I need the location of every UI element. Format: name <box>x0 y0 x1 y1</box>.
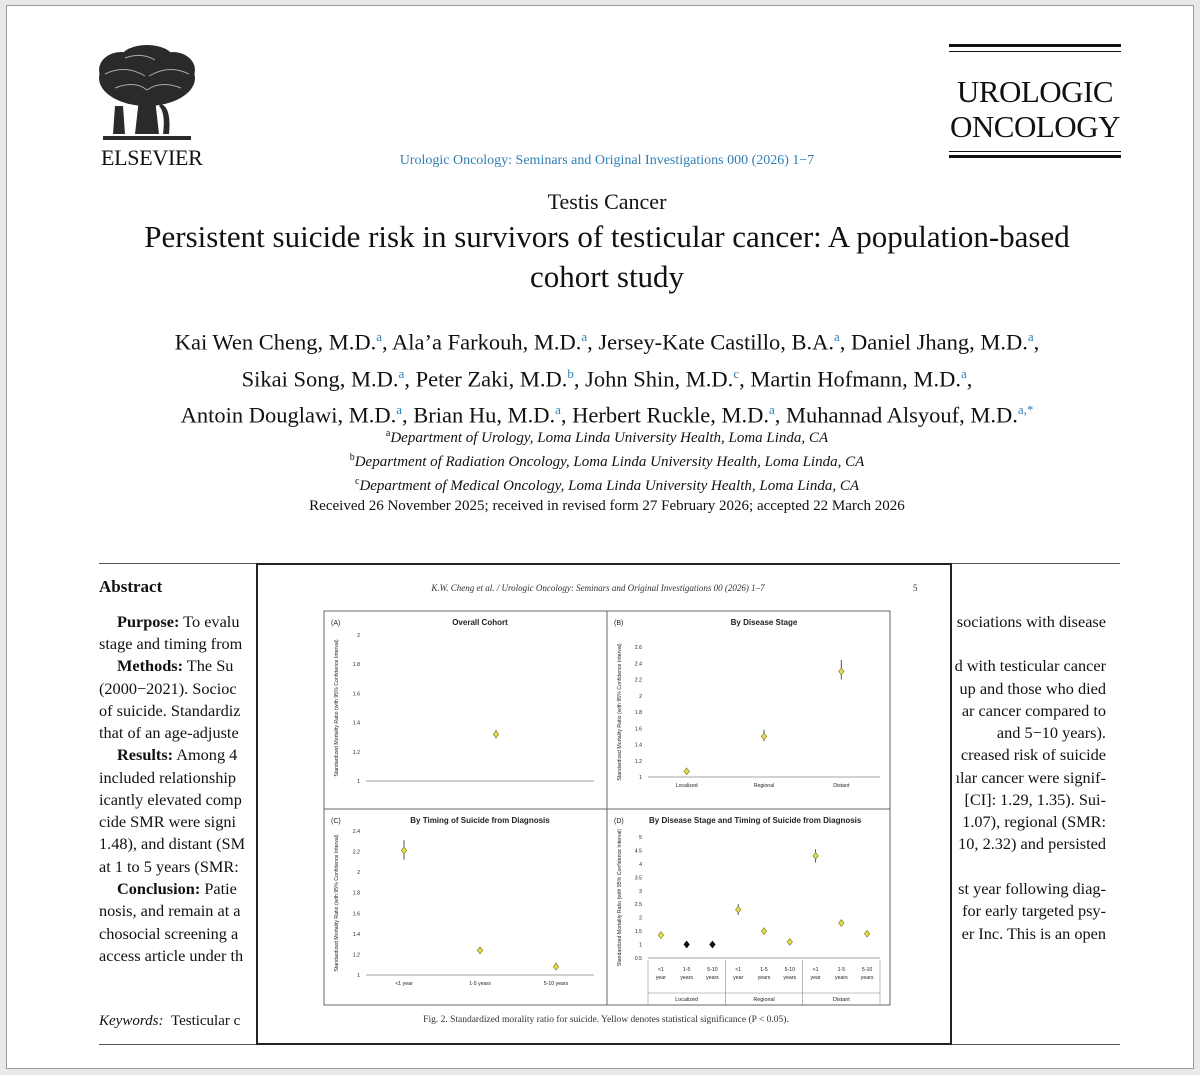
chart-y-tick-label: 4.5 <box>634 848 642 855</box>
abstract-text: stage and timing from <box>99 634 243 653</box>
chart-x-tick-label: Distant <box>833 783 850 789</box>
author-name: Brian Hu, M.D. <box>413 402 556 428</box>
chart-y-tick-label: 2 <box>639 693 642 700</box>
affiliation-list <box>107 424 1107 496</box>
chart-x-tick-label-unit: year <box>733 975 744 981</box>
author-separator: , <box>966 366 973 391</box>
chart-x-tick-label: 1-5 <box>760 967 768 973</box>
chart-y-tick-label: 1.4 <box>352 931 360 938</box>
chart-x-tick-label-unit: years <box>834 975 848 981</box>
chart-y-tick-label: 4 <box>639 861 642 868</box>
abstract-text: included relationship <box>99 768 236 787</box>
author-name: Ala’a Farkouh, M.D. <box>392 329 582 355</box>
keywords-label: Keywords: <box>99 1013 164 1029</box>
author-separator: , <box>587 329 599 355</box>
keywords-line <box>99 1013 240 1030</box>
masthead-rule-bottom <box>949 155 1121 158</box>
chart-y-tick-label: 2.6 <box>634 645 642 651</box>
abstract-line-right: and 5−10 years). <box>996 723 1106 742</box>
chart-y-tick-label: 1 <box>357 779 360 785</box>
abstract-line-left <box>99 700 241 722</box>
abstract-line-right: for early targeted psy- <box>962 901 1106 920</box>
chart-y-tick-label: 1.8 <box>634 710 642 716</box>
chart-y-tick-label: 1.4 <box>634 742 642 749</box>
abstract-line-right: up and those who died <box>959 679 1106 698</box>
chart-y-axis-label: Standardized Mortality Ratio (with 95% Confidence Interval) <box>617 828 623 967</box>
abstract-section-label: Results: <box>117 745 174 764</box>
chart-title: By Disease Stage and Timing of Suicide from Diagnosis <box>649 816 862 825</box>
abstract-line-left <box>99 856 239 878</box>
chart-y-tick-label: 5 <box>639 835 642 841</box>
author-affiliation-link[interactable]: a <box>581 329 588 344</box>
author-affiliation-link[interactable]: a <box>1027 329 1034 344</box>
chart-y-tick-label: 2.2 <box>352 849 360 856</box>
abstract-line-right: st year following diag- <box>958 879 1106 898</box>
chart-y-tick-label: 1.2 <box>352 952 360 959</box>
figure-caption: Fig. 2. Standardized morality ratio for suicide. Yellow denotes statistical significance (P < 0.05). <box>423 1015 789 1025</box>
chart-y-tick-label: 1.6 <box>634 726 642 733</box>
figure-overlay <box>256 563 952 1045</box>
abstract-text: icantly elevated comp <box>99 790 242 809</box>
abstract-line-left <box>99 722 239 744</box>
chart-panel-label: (B) <box>614 620 624 627</box>
chart-group-label: Localized <box>675 997 699 1003</box>
chart-x-tick-label-unit: year <box>655 975 666 981</box>
author-name: Martin Hofmann, M.D. <box>750 366 961 391</box>
affiliation-line <box>107 424 1107 448</box>
author-separator: , <box>774 402 786 428</box>
abstract-line-right: er Inc. This is an open <box>961 924 1106 943</box>
document-page <box>6 5 1194 1069</box>
masthead-rule-top-thin <box>949 51 1121 52</box>
chart-y-tick-label: 1.6 <box>352 691 360 698</box>
figure-2-chart-grid <box>258 565 950 1043</box>
affiliation-mark: b <box>349 452 355 463</box>
abstract-line-left <box>117 878 237 900</box>
chart-x-tick-label: 5-10 years <box>543 981 569 987</box>
abstract-text: The Su <box>183 656 234 675</box>
abstract-line-left <box>99 923 238 945</box>
chart-title: By Timing of Suicide from Diagnosis <box>410 816 550 825</box>
abstract-text: of suicide. Standardiz <box>99 701 241 720</box>
chart-y-tick-label: 2.5 <box>634 902 642 909</box>
chart-x-tick-label: 5-10 <box>784 967 795 973</box>
abstract-section-label: Conclusion: <box>117 879 201 898</box>
chart-x-tick-label: 1-5 <box>837 967 846 973</box>
chart-y-tick-label: 2.4 <box>352 829 360 835</box>
chart-y-tick-label: 0.5 <box>634 956 642 962</box>
chart-y-tick-label: 1.8 <box>352 662 360 669</box>
abstract-line-right: sociations with disease <box>956 612 1106 631</box>
chart-x-tick-label: <1 <box>735 967 742 973</box>
chart-y-tick-label: 1.8 <box>352 890 360 897</box>
author-name: Kai Wen Cheng, M.D. <box>174 329 377 355</box>
chart-x-tick-label: 1-5 years <box>469 981 491 987</box>
affiliation-text: Department of Medical Oncology, Loma Linda University Health, Loma Linda, CA <box>359 478 859 494</box>
chart-y-tick-label: 1.2 <box>352 749 360 756</box>
author-affiliation-link[interactable]: a <box>398 365 405 381</box>
author-affiliation-link[interactable]: a <box>833 329 840 344</box>
abstract-line-left <box>99 633 242 655</box>
affiliation-mark: a <box>385 428 391 439</box>
author-affiliation-link[interactable]: b <box>567 365 574 381</box>
chart-y-tick-label: 1.4 <box>352 720 360 727</box>
abstract-line-right: ar cancer compared to <box>961 701 1106 720</box>
masthead-rule-top <box>949 44 1121 47</box>
abstract-line-right: ılar cancer were signif- <box>955 768 1106 787</box>
abstract-line-right: [CI]: 1.29, 1.35). Sui- <box>964 790 1106 809</box>
elsevier-tree-logo-icon <box>95 44 199 144</box>
chart-y-tick-label: 1 <box>639 775 642 781</box>
chart-y-tick-label: 2 <box>639 915 642 922</box>
author-name: John Shin, M.D. <box>585 366 734 391</box>
abstract-line-left <box>117 611 239 633</box>
abstract-line-right: 10, 2.32) and persisted <box>958 834 1106 853</box>
abstract-line-left <box>117 655 233 677</box>
article-section-label: Testis Cancer <box>547 189 667 214</box>
author-affiliation-link[interactable]: a <box>960 365 967 381</box>
author-affiliation-link[interactable]: a,* <box>1017 402 1034 417</box>
abstract-section-label: Methods: <box>117 656 184 675</box>
affiliation-text: Department of Urology, Loma Linda University Health, Loma Linda, CA <box>390 430 829 446</box>
author-name: Jersey-Kate Castillo, B.A. <box>598 329 834 355</box>
chart-panel-label: (C) <box>331 818 341 825</box>
chart-y-tick-label: 3 <box>639 888 642 895</box>
abstract-line-left <box>99 789 242 811</box>
chart-y-tick-label: 1.2 <box>634 758 642 765</box>
chart-x-tick-label-unit: years <box>783 975 797 981</box>
article-title: Persistent suicide risk in survivors of testicular cancer: A population-based cohort study <box>144 219 1070 294</box>
author-separator: , <box>404 366 416 391</box>
author-separator: , <box>401 402 414 428</box>
abstract-line-right: d with testicular cancer <box>954 656 1106 675</box>
author-name: Daniel Jhang, M.D. <box>851 329 1028 355</box>
author-separator: , <box>1033 329 1040 355</box>
abstract-line-left <box>99 767 236 789</box>
abstract-line-left <box>99 811 236 833</box>
chart-y-tick-label: 2.4 <box>634 661 642 668</box>
chart-x-tick-label: Regional <box>753 783 775 789</box>
chart-y-tick-label: 2 <box>357 870 360 877</box>
chart-x-tick-label: <1 <box>812 967 819 973</box>
abstract-text: at 1 to 5 years (SMR: <box>99 857 239 876</box>
keywords-text: Testicular c <box>170 1013 241 1029</box>
chart-x-tick-label-unit: years <box>860 975 874 981</box>
journal-name-line-1: UROLOGIC <box>956 74 1114 109</box>
abstract-text: nosis, and remain at a <box>99 901 241 920</box>
author-separator: , <box>739 366 751 391</box>
chart-title: Overall Cohort <box>452 618 508 627</box>
abstract-line-left <box>99 945 243 967</box>
chart-group-label: Distant <box>832 997 850 1003</box>
author-list <box>87 321 1127 431</box>
masthead-rule-bottom-thin <box>949 151 1121 152</box>
chart-x-tick-label-unit: year <box>810 975 821 981</box>
affiliation-text: Department of Radiation Oncology, Loma Linda University Health, Loma Linda, CA <box>354 454 865 470</box>
chart-y-tick-label: 1 <box>357 973 360 979</box>
chart-y-tick-label: 2.2 <box>634 677 642 684</box>
abstract-text: Patie <box>200 879 237 898</box>
chart-title: By Disease Stage <box>730 618 798 627</box>
abstract-line-left <box>99 900 241 922</box>
author-affiliation-link[interactable]: c <box>733 365 740 381</box>
abstract-text: Among 4 <box>173 745 238 764</box>
journal-citation-link[interactable]: Urologic Oncology: Seminars and Original Investigations 000 (2026) 1−7 <box>399 153 815 168</box>
chart-y-axis-label: Standardized Mortality Ratio (with 95% Confidence Interval) <box>617 643 623 781</box>
chart-x-tick-label: Localized <box>675 783 698 789</box>
article-dates: Received 26 November 2025; received in revised form 27 February 2026; accepted 22 March 2026 <box>309 498 905 514</box>
author-separator: , <box>382 329 393 355</box>
abstract-heading: Abstract <box>99 577 163 596</box>
affiliation-mark: c <box>354 476 360 487</box>
author-affiliation-link[interactable]: a <box>396 402 402 417</box>
chart-x-tick-label-unit: years <box>680 975 694 981</box>
abstract-line-left <box>99 833 245 855</box>
author-name: Sikai Song, M.D. <box>241 366 399 391</box>
author-name: Muhannad Alsyouf, M.D. <box>786 402 1018 428</box>
abstract-section-label: Purpose: <box>117 612 180 631</box>
chart-panel-label: (A) <box>331 620 341 627</box>
chart-y-tick-label: 2 <box>357 633 360 639</box>
abstract-text: (2000−2021). Socioc <box>99 679 237 698</box>
author-affiliation-link[interactable]: a <box>376 329 382 344</box>
figure-page-number: 5 <box>913 583 918 593</box>
abstract-text: cide SMR were signi <box>99 812 237 831</box>
chart-y-tick-label: 1 <box>639 942 642 949</box>
chart-y-tick-label: 1.5 <box>634 929 642 936</box>
author-affiliation-link[interactable]: a <box>768 402 775 417</box>
chart-x-tick-label-unit: years <box>706 975 719 981</box>
abstract-text: 1.48), and distant (SM <box>99 834 246 853</box>
chart-x-tick-label: <1 <box>657 967 664 973</box>
chart-x-tick-label-unit: years <box>757 975 771 981</box>
author-separator: , <box>560 402 573 428</box>
chart-y-tick-label: 3.5 <box>634 875 642 882</box>
affiliation-line <box>107 448 1107 472</box>
chart-x-tick-label: 5-10 <box>861 967 873 973</box>
author-name: Antoin Douglawi, M.D. <box>180 402 397 428</box>
abstract-line-left <box>99 678 237 700</box>
chart-y-axis-label: Standardized Mortality Ratio (with 95% Confidence Interval) <box>334 834 340 972</box>
journal-name-line-2: ONCOLOGY <box>950 109 1120 144</box>
abstract-line-left <box>117 744 237 766</box>
chart-x-tick-label: 1-5 <box>682 967 691 973</box>
chart-panel-label: (D) <box>614 818 624 825</box>
chart-x-tick-label: 5-10 <box>707 967 718 973</box>
author-name: Peter Zaki, M.D. <box>415 366 568 391</box>
abstract-line-right: creased risk of suicide <box>960 745 1106 764</box>
publisher-name: ELSEVIER <box>101 145 203 170</box>
abstract-line-right: 1.07), regional (SMR: <box>962 812 1106 831</box>
abstract-text: that of an age-adjuste <box>99 723 239 742</box>
author-name: Herbert Ruckle, M.D. <box>572 402 769 428</box>
chart-group-label: Regional <box>753 997 775 1003</box>
abstract-text: chosocial screening a <box>99 924 239 943</box>
abstract-text: To evalu <box>179 612 240 631</box>
abstract-text: access article under th <box>99 946 244 965</box>
author-separator: , <box>573 366 586 391</box>
author-separator: , <box>839 329 852 355</box>
journal-name <box>949 74 1121 144</box>
chart-x-tick-label: <1 year <box>395 981 413 987</box>
figure-running-head: K.W. Cheng et al. / Urologic Oncology: Seminars and Original Investigations 00 (2026) 1–7 <box>431 583 765 593</box>
affiliation-line <box>107 472 1107 496</box>
chart-y-tick-label: 1.6 <box>352 911 360 918</box>
author-affiliation-link[interactable]: a <box>555 402 561 417</box>
chart-y-axis-label: Standardized Mortality Ratio (with 95% Confidence Interval) <box>334 639 340 777</box>
